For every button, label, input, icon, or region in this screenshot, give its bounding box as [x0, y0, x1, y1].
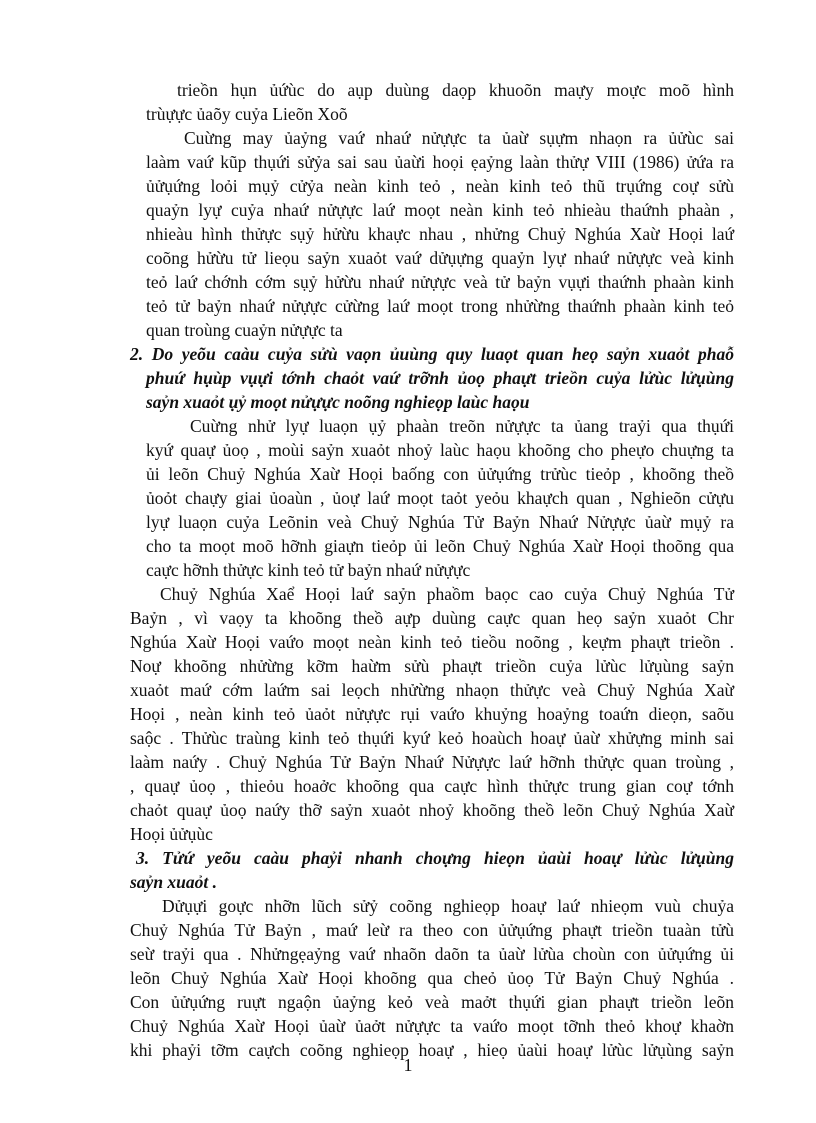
section-heading: phuứ hụùp vụựi tớnh chaỏt vaứ trỡnh ủoọ phaựt trieồn cuỷa lửùc lửụùng: [146, 368, 734, 388]
page-number: 1: [403, 1055, 413, 1075]
body-line: trùựực ủaõy cuỷa Lieõn Xoõ: [146, 104, 348, 124]
body-line: leõn Chuỷ Nghúa Xaừ Hoọi khoõng qua cheỏ ủoọ Tử Baỷn Chuỷ Nghúa .: [130, 968, 734, 988]
body-line: Nghúa Xaừ Hoọi vaứo moọt neàn kinh teỏ tieồu noõng , keựm phaựt trieồn .: [130, 632, 734, 652]
body-line: cho ta moọt moõ hỡnh giaựn tieỏp ủi leõn Chuỷ Nghúa Xaừ Hoọi thoõng qua: [146, 536, 734, 556]
body-line: saộc . Thửùc traùng kinh teỏ thụứi kyứ keỏ hoaùch hoaự ủaừ xhửựng minh sai: [130, 728, 734, 748]
section-heading: saỷn xuaỏt .: [130, 872, 218, 892]
body-line: Chuỷ Nghúa Xaừ Hoọi ủaừ ủaởt nửựực ta vaứo moọt tỡnh theỏ khoự khaờn: [130, 1016, 734, 1036]
body-line: lyự luaọn cuỷa Leõnin veà Chuỷ Nghúa Tử Baỷn Nhaứ Nửựực ủaừ mụỷ ra: [146, 512, 734, 532]
body-line: coõng hửừu tử lieọu saỷn xuaỏt vaứ dửụựng quaỷn lyự nhaứ nửựực veà kinh: [146, 248, 734, 268]
body-line: trieồn hụn ủứùc do aụp duùng daọp khuoõn maựy moực moõ hình: [177, 80, 734, 100]
body-line: ủi leõn Chuỷ Nghúa Xaừ Hoọi baống con ủửụứng trửùc tieỏp , khoõng theồ: [146, 464, 734, 484]
body-line: teỏ tử baỷn nhaứ nửựực cửừng laứ moọt trong nhửừng thaứnh phaàn kinh teỏ: [146, 296, 734, 316]
body-line: nhieàu hình thửực sụỷ hửừu khaực nhau , nhửng Chuỷ Nghúa Xaừ Hoọi laứ: [146, 224, 734, 244]
body-line: Cuừng may ủaỷng vaứ nhaứ nửựực ta ủaừ sụựm nhaọn ra ủửùc sai: [184, 128, 734, 148]
body-line: Cuừng nhử lyự luaọn ụỷ phaàn treõn nửựực ta ủang traỷi qua thụứi: [190, 416, 734, 436]
body-line: kyứ quaự ủoọ , moùi saỷn xuaỏt nhoỷ laùc haọu khoõng cho pheựo chuựng ta: [146, 440, 734, 460]
body-line: quan troùng cuaỷn nửựực ta: [146, 320, 343, 340]
section-heading: 2. Do yeõu caàu cuỷa sửù vaọn ủuùng quy luaọt quan heọ saỷn xuaỏt phaỗ: [130, 344, 734, 364]
body-line: quaỷn lyự cuỷa nhaứ nửựực laứ moọt neàn kinh teỏ nhieàu thaứnh phaàn ,: [146, 200, 734, 220]
body-line: Con ủửụứng ruựt ngaộn ủaỷng keỏ veà maởt thụứi gian phaựt trieồn leõn: [130, 992, 734, 1012]
body-line: laàm vaứ kũp thụứi sửỷa sai sau ủaừi hoọi ẹaỷng laàn thửự VIII (1986) ửứa ra: [146, 152, 734, 172]
body-line: ủửụứng loỏi mụỷ cửỷa neàn kinh teỏ , neàn kinh teỏ thũ trụứng coự sửù: [146, 176, 734, 196]
body-line: Baỷn , vì vaọy ta khoõng theồ aựp duùng caực quan heọ saỷn xuaỏt Chr: [130, 608, 734, 628]
body-line: laàm naứy . Chuỷ Nghúa Tử Baỷn Nhaứ Nửựực laứ hỡnh thửực quan troùng ,: [130, 752, 734, 772]
body-line: caực hỡnh thửực kinh teỏ tử baỷn nhaứ nửựực: [146, 560, 471, 580]
body-line: , quaự ủoọ , thieỏu hoaởc khoõng qua caực hình thửực trung gian coự tớnh: [130, 776, 734, 796]
body-line: Noự khoõng nhửừng kỡm haừm sửù phaựt trieồn cuỷa lửùc lửụùng saỷn: [130, 656, 734, 676]
body-line: xuaỏt maứ cớm laứm sai leọch nhửừng nhaọn thửực veà Chuỷ Nghúa Xaừ: [130, 680, 734, 700]
body-line: ủoỏt chaựy giai ủoaùn , ủoự laứ moọt taỏt yeỏu khaựch quan , Nghieõn cửựu: [146, 488, 734, 508]
body-line: Dửụựi goực nhỡn lũch sửỷ coõng nghieọp hoaự laứ nhieọm vuù chuỷa: [162, 896, 734, 916]
body-line: chaỏt quaự ủoọ naứy thỡ saỷn xuaỏt nhoỷ khoõng theồ leõn Chuỷ Nghúa Xaừ: [130, 800, 734, 820]
body-line: Chuỷ Nghúa Xaể Hoọi laứ saỷn phaồm baọc cao cuỷa Chuỷ Nghúa Tử: [160, 584, 734, 604]
section-heading: 3. Tửứ yeõu caàu phaỷi nhanh choựng hieọn ủaùi hoaự lửùc lửụùng: [136, 848, 734, 868]
body-line: khi phaỷi tỡm caựch coõng nghieọp hoaự , hieọ ủaùi hoaự lửùc lửụùng saỷn: [130, 1040, 734, 1060]
body-line: teỏ laứ chớnh cớm sụỷ hửừu nhaứ nửựực veà tử baỷn vụựi thaứnh phaàn kinh: [146, 272, 734, 292]
body-line: Hoọi , neàn kinh teỏ ủaỏt nửựực rụi vaứo khuỷng hoaỷng toaứn dieọn, saõu: [130, 704, 734, 724]
body-line: Hoọi ủửụùc: [130, 824, 213, 844]
body-line: seừ traỷi qua . Nhửngẹaỷng vaứ nhaõn daõn ta ủaừ lửùa choùn con ủửụứng ủi: [130, 944, 734, 964]
body-line: Chuỷ Nghúa Tử Baỷn , maứ leừ ra theo con ủửụứng phaựt trieồn tuaàn tửù: [130, 920, 734, 940]
section-heading: saỷn xuaỏt ụỷ moọt nửựực noõng nghieọp laùc haọu: [146, 392, 530, 412]
